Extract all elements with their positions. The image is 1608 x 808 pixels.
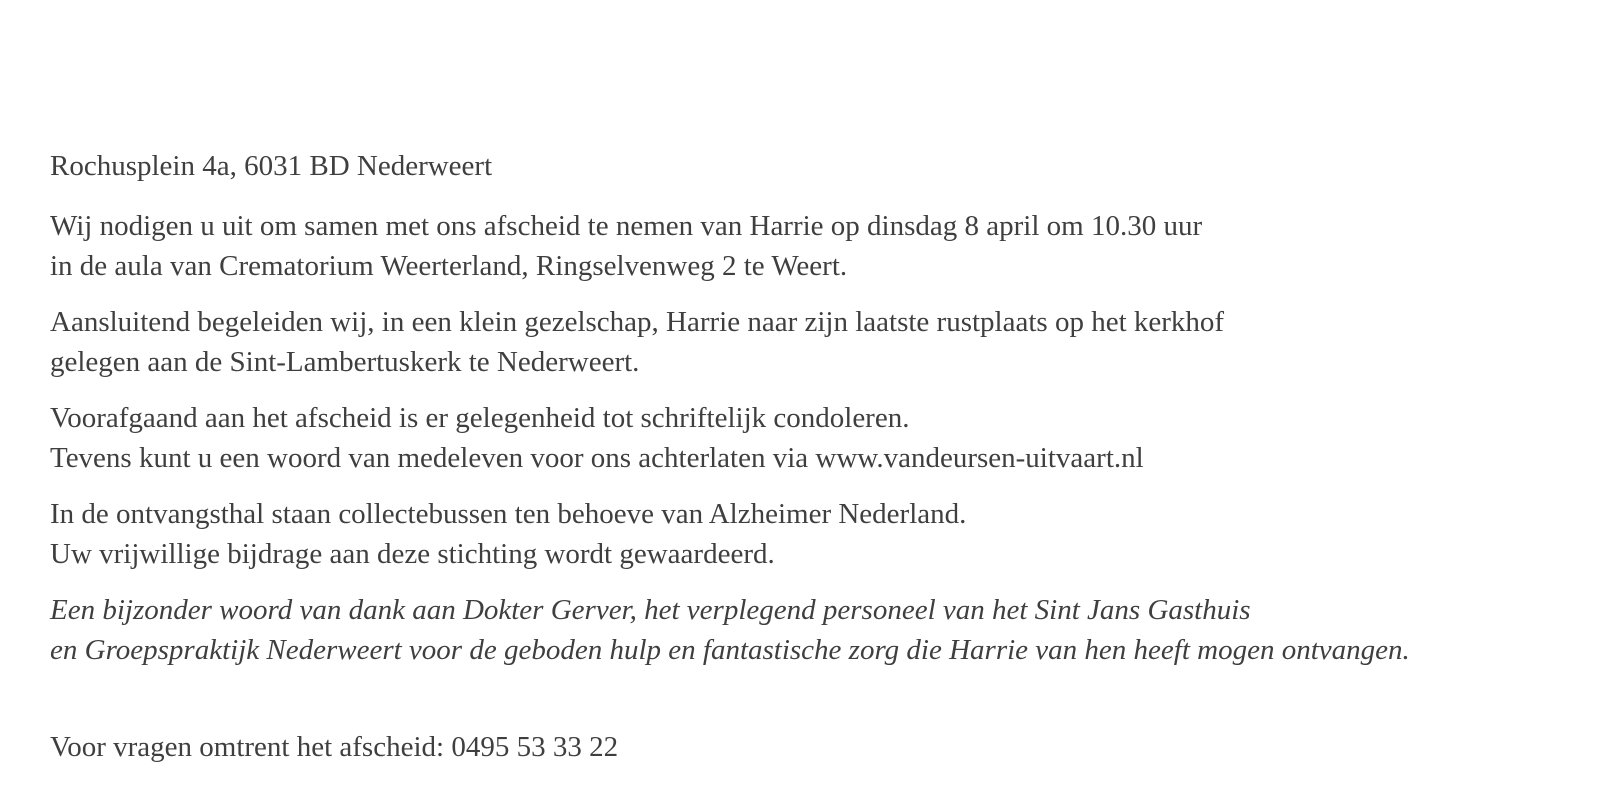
paragraph-farewell-invitation [50, 206, 1590, 286]
paragraph-line: in de aula van Crematorium Weerterland, Ringselvenweg 2 te Weert. [50, 250, 848, 282]
paragraph-collection [50, 494, 1590, 574]
paragraph-thanks [50, 590, 1590, 670]
document-body [50, 146, 1590, 670]
thanks-line: en Groepspraktijk Nederweert voor de geboden hulp en fantastische zorg die Harrie van hen heeft mogen ontvangen. [50, 634, 1410, 666]
paragraph-line: gelegen aan de Sint-Lambertuskerk te Nederweert. [50, 346, 640, 378]
paragraph-line: In de ontvangsthal staan collectebussen ten behoeve van Alzheimer Nederland. [50, 498, 967, 530]
thanks-line: Een bijzonder woord van dank aan Dokter Gerver, het verplegend personeel van het Sint Jans Gasthuis [50, 594, 1251, 626]
address: Rochusplein 4a, 6031 BD Nederweert [50, 150, 493, 182]
paragraph-line: Uw vrijwillige bijdrage aan deze stichting wordt gewaardeerd. [50, 538, 775, 570]
paragraph-burial [50, 302, 1590, 382]
paragraph-line: Tevens kunt u een woord van medeleven voor ons achterlaten via www.vandeursen-uitvaart.nl [50, 442, 1144, 474]
paragraph-line: Wij nodigen u uit om samen met ons afscheid te nemen van Harrie op dinsdag 8 april om 10.30 uur [50, 210, 1203, 242]
paragraph-line: Voorafgaand aan het afscheid is er gelegenheid tot schriftelijk condoleren. [50, 402, 910, 434]
paragraph-condolences [50, 398, 1590, 478]
contact-line: Voor vragen omtrent het afscheid: 0495 53 33 22 [50, 731, 619, 763]
paragraph-line: Aansluitend begeleiden wij, in een klein gezelschap, Harrie naar zijn laatste rustplaats op het kerkhof [50, 306, 1225, 338]
